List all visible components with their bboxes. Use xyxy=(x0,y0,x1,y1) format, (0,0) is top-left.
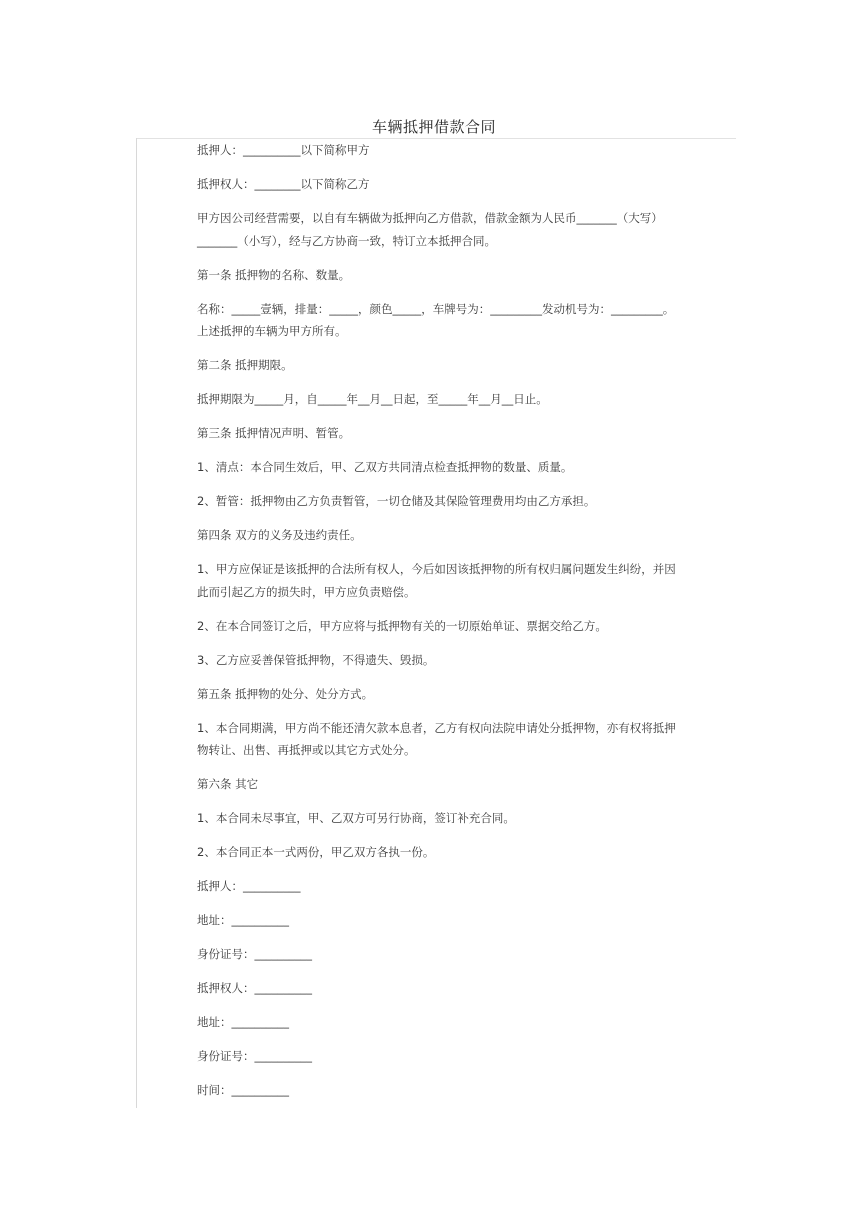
article-1-heading: 第一条 抵押物的名称、数量。 xyxy=(197,267,351,282)
contract-body xyxy=(197,139,677,1113)
article-3-item-1: 1、清点：本合同生效后，甲、乙双方共同清点检查抵押物的数量、质量。 xyxy=(197,460,573,474)
article-4-item-2: 2、在本合同签订之后，甲方应将与抵押物有关的一切原始单证、票据交给乙方。 xyxy=(197,618,607,633)
article-2-body: 抵押期限为_____月，自_____年__月__日起，至_____年__月__日止。 xyxy=(197,392,548,406)
signature-pledgor: 抵押人：__________ xyxy=(197,879,301,893)
pledgee-line: 抵押权人：________以下简称乙方 xyxy=(197,177,370,191)
article-6-item-2: 2、本合同正本一式两份，甲乙双方各执一份。 xyxy=(197,845,435,859)
article-5-heading: 第五条 抵押物的处分、处分方式。 xyxy=(197,686,374,701)
left-border-line xyxy=(136,138,137,1108)
signature-pledgee-id: 身份证号：__________ xyxy=(197,1049,312,1063)
article-5-item-1: 1、本合同期满，甲方尚不能还清欠款本息者，乙方有权向法院申请处分抵押物，亦有权将抵押物转让、出售、再抵押或以其它方式处分。 xyxy=(197,720,676,757)
article-4-item-3: 3、乙方应妥善保管抵押物，不得遗失、毁损。 xyxy=(197,652,435,667)
signature-pledgee-address: 地址：__________ xyxy=(197,1015,289,1029)
article-2-heading: 第二条 抵押期限。 xyxy=(197,358,293,372)
article-4-item-1: 1、甲方应保证是该抵押的合法所有权人，今后如因该抵押物的所有权归属问题发生纠纷，并因此而引起乙方的损失时，甲方应负责赔偿。 xyxy=(197,562,676,599)
signature-pledgor-id: 身份证号：__________ xyxy=(197,947,312,961)
article-3-heading: 第三条 抵押情况声明、暂管。 xyxy=(197,426,351,440)
document-title: 车辆抵押借款合同 xyxy=(371,118,496,136)
article-6-item-1: 1、本合同未尽事宜，甲、乙双方可另行协商，签订补充合同。 xyxy=(197,811,515,825)
article-1-body: 名称：_____壹辆，排量：_____，颜色_____，车牌号为：_________发动机号为：_________。上述抵押的车辆为甲方所有。 xyxy=(197,301,675,338)
article-4-heading: 第四条 双方的义务及违约责任。 xyxy=(197,528,362,542)
preamble-paragraph: 甲方因公司经营需要，以自有车辆做为抵押向乙方借款，借款金额为人民币_______（大写）_______（小写），经与乙方协商一致，特订立本抵押合同。 xyxy=(197,211,663,248)
signature-pledgor-address: 地址：__________ xyxy=(197,913,289,927)
pledgor-line: 抵押人：__________以下简称甲方 xyxy=(197,143,370,157)
signature-pledgee: 抵押权人：__________ xyxy=(197,981,312,995)
article-6-heading: 第六条 其它 xyxy=(197,777,259,791)
signature-date: 时间：__________ xyxy=(197,1083,289,1097)
article-3-item-2: 2、暂管：抵押物由乙方负责暂管，一切仓储及其保险管理费用均由乙方承担。 xyxy=(197,494,596,508)
